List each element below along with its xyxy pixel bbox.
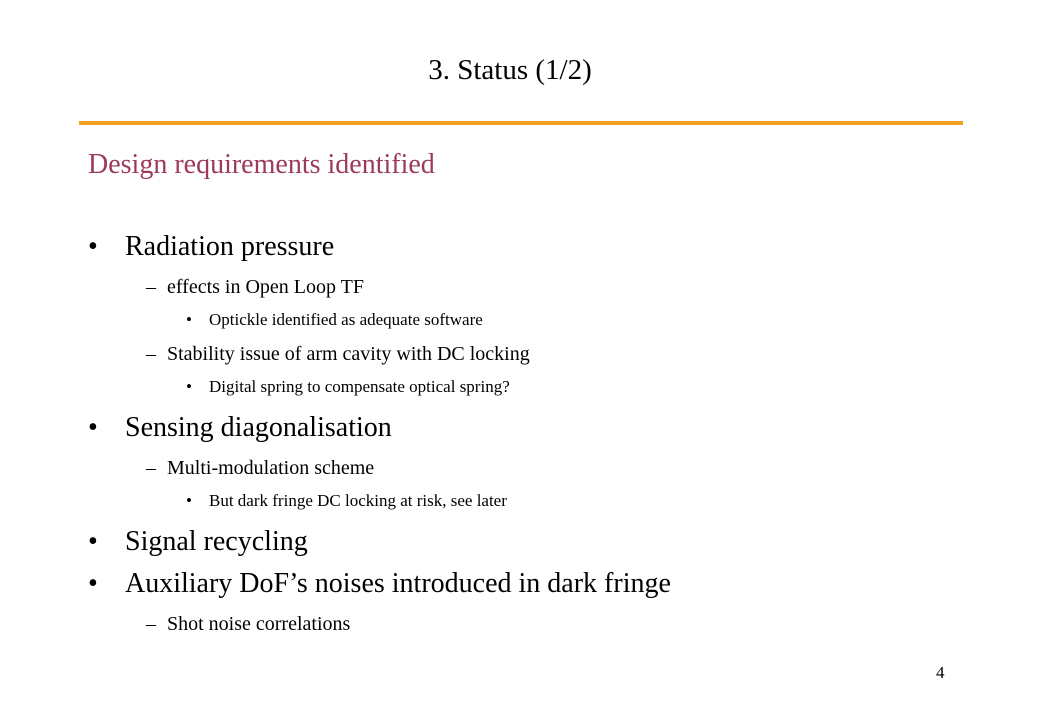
page-number: 4 xyxy=(936,663,945,682)
dash-marker: – xyxy=(146,276,156,298)
list-item xyxy=(88,375,968,399)
list-item xyxy=(88,308,968,332)
list-item-text: But dark fringe DC locking at risk, see later xyxy=(209,491,507,510)
slide-title: 3. Status (1/2) xyxy=(428,54,592,86)
list-item-text: Radiation pressure xyxy=(125,231,335,262)
list-item xyxy=(88,611,968,637)
list-item-text: Stability issue of arm cavity with DC locking xyxy=(167,343,530,365)
title-divider xyxy=(79,121,963,125)
list-item-text: Optickle identified as adequate software xyxy=(209,310,483,329)
bullet-marker: • xyxy=(88,526,98,557)
bullet-marker: • xyxy=(88,231,98,262)
list-item xyxy=(88,413,968,443)
bullet-marker: • xyxy=(186,491,192,510)
list-item xyxy=(88,341,968,367)
bullet-marker: • xyxy=(88,412,98,443)
bullet-list xyxy=(88,232,968,645)
dash-marker: – xyxy=(146,457,156,479)
list-item xyxy=(88,232,968,262)
list-item xyxy=(88,455,968,481)
list-item-text: Sensing diagonalisation xyxy=(125,412,392,443)
list-item-text: Auxiliary DoF’s noises introduced in dark fringe xyxy=(125,568,671,599)
list-item-text: Shot noise correlations xyxy=(167,613,351,635)
list-item-text: effects in Open Loop TF xyxy=(167,276,365,298)
list-item-text: Multi-modulation scheme xyxy=(167,457,375,479)
list-item xyxy=(88,527,968,557)
list-item-text: Signal recycling xyxy=(125,526,308,557)
bullet-marker: • xyxy=(186,377,192,396)
list-item-text: Digital spring to compensate optical spring? xyxy=(209,377,510,396)
dash-marker: – xyxy=(146,343,156,365)
list-item xyxy=(88,569,968,599)
list-item xyxy=(88,274,968,300)
dash-marker: – xyxy=(146,613,156,635)
bullet-marker: • xyxy=(88,568,98,599)
list-item xyxy=(88,489,968,513)
bullet-marker: • xyxy=(186,310,192,329)
slide-subtitle: Design requirements identified xyxy=(88,149,435,180)
